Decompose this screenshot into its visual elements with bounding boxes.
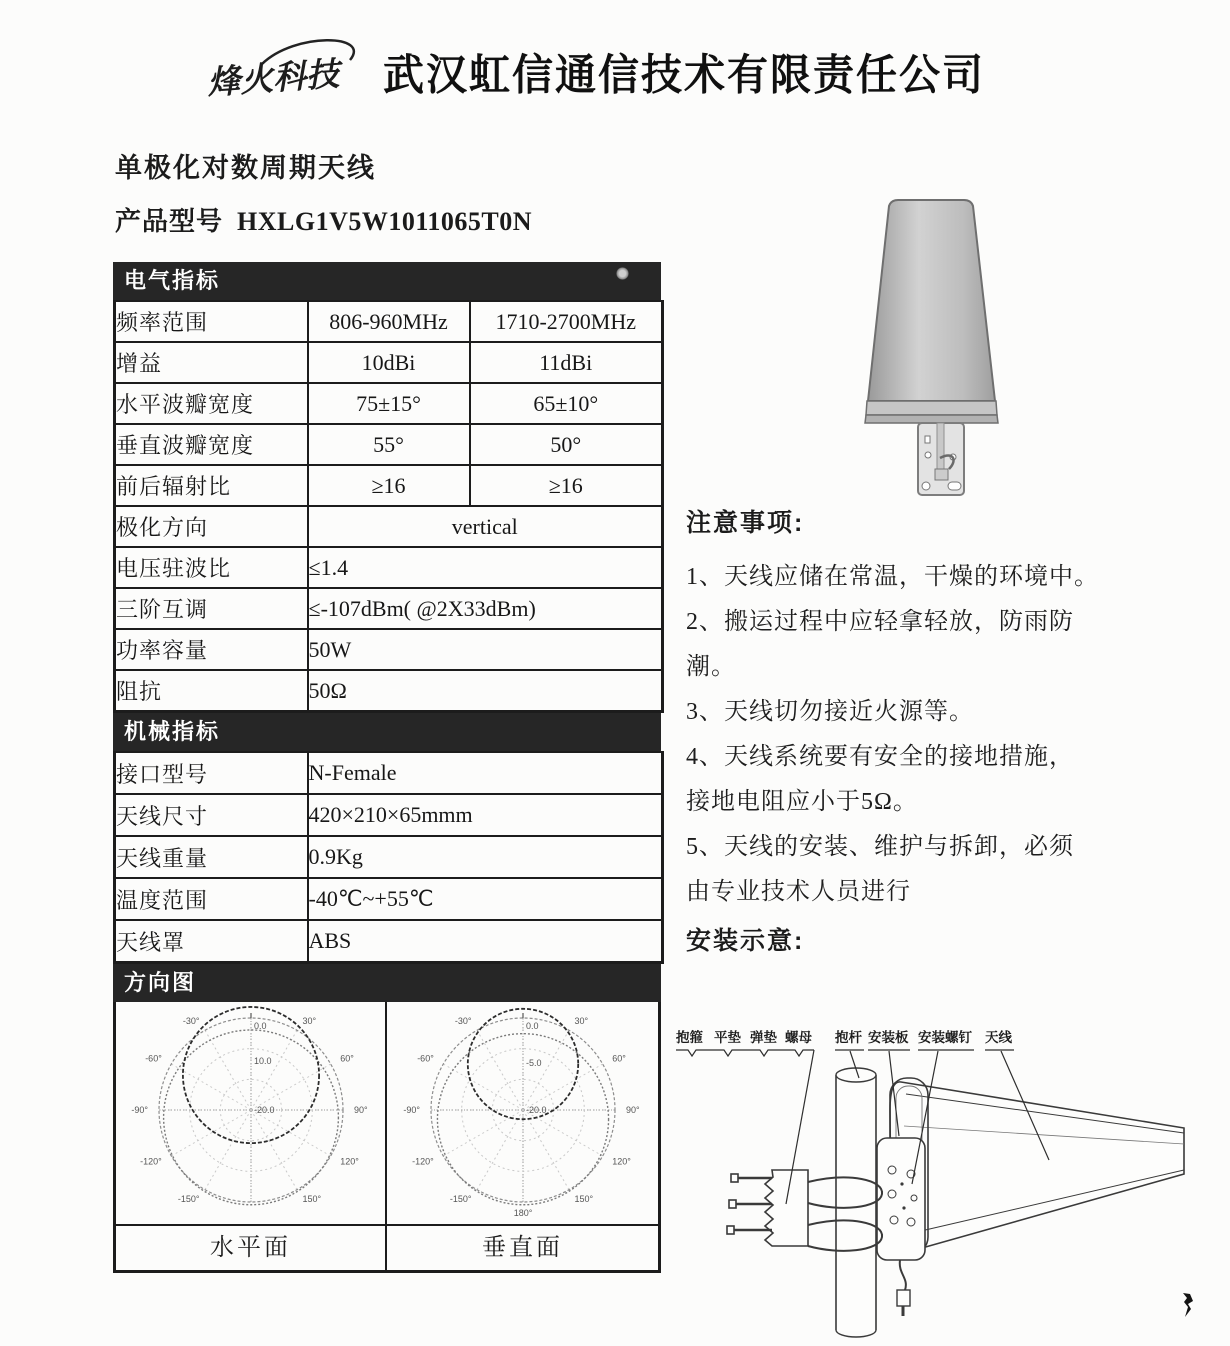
spec-label: 天线罩 [115, 920, 308, 963]
table-row [115, 629, 663, 670]
svg-text:30°: 30° [574, 1015, 588, 1026]
company-logo [200, 30, 390, 116]
svg-text:10.0: 10.0 [254, 1056, 272, 1066]
bracket-hole [922, 482, 930, 490]
section-title: 方向图 [124, 970, 197, 995]
spec-label: 三阶互调 [115, 588, 308, 629]
spec-value: ABS [308, 920, 663, 963]
svg-text:-20.0: -20.0 [254, 1104, 275, 1115]
scan-mark-artifact [1181, 1292, 1195, 1318]
product-title: 单极化对数周期天线 [115, 153, 376, 183]
spec-label: 电压驻波比 [115, 547, 308, 588]
svg-text:-120°: -120° [411, 1156, 434, 1167]
company-name: 武汉虹信通信技术有限责任公司 [383, 51, 985, 100]
note-line: 1、天线应储在常温，干燥的环境中。 [686, 564, 1099, 590]
section-header-pattern [113, 964, 661, 1002]
antenna-product-image [856, 196, 1006, 508]
table-row [115, 342, 663, 383]
note-line: 3、天线切勿接近火源等。 [686, 699, 974, 725]
svg-text:180°: 180° [513, 1208, 532, 1218]
note-line: 由专业技术人员进行 [686, 879, 911, 905]
diagram-labels [675, 1029, 1013, 1045]
spec-label: 天线尺寸 [115, 794, 308, 836]
diagram-label: 抱杆 [835, 1030, 862, 1045]
note-line: 潮。 [686, 654, 736, 680]
spec-value: 11dBi [470, 342, 663, 383]
antenna-base-lip [865, 415, 998, 423]
spec-value: 50° [470, 424, 663, 465]
logo-text: 烽火科技 [205, 54, 341, 101]
section-title: 电气指标 [124, 268, 221, 293]
bracket-hole [925, 452, 931, 458]
section-header-mechanical [113, 713, 661, 751]
spec-label: 水平波瓣宽度 [115, 383, 308, 424]
svg-text:0.0: 0.0 [254, 1021, 267, 1032]
spec-label: 前后辐射比 [115, 465, 308, 506]
table-row [115, 670, 663, 712]
diagram-label: 天线 [985, 1030, 1012, 1045]
svg-text:-90°: -90° [131, 1105, 148, 1115]
note-line: 2、搬运过程中应轻拿轻放，防雨防 [686, 609, 1074, 635]
svg-text:-60°: -60° [416, 1053, 434, 1064]
bracket-rod [937, 423, 944, 469]
table-row [115, 465, 663, 506]
spec-value: -40℃~+55℃ [308, 878, 663, 920]
spec-label: 天线重量 [115, 836, 308, 878]
bracket-slot [948, 482, 961, 490]
section-title: 机械指标 [124, 719, 221, 744]
plot-caption-vertical: 垂直面 [387, 1224, 658, 1270]
model-label: 产品型号 [115, 206, 224, 236]
svg-text:30°: 30° [302, 1015, 317, 1026]
polar-plot-horizontal [116, 1002, 387, 1224]
spec-label: 接口型号 [115, 752, 308, 794]
svg-text:60°: 60° [340, 1053, 354, 1064]
table-row [115, 794, 663, 836]
spec-value: ≥16 [308, 465, 470, 506]
note-line: 5、天线的安装、维护与拆卸，必须 [686, 834, 1074, 860]
table-row [115, 383, 663, 424]
diagram-label: 平垫 [714, 1030, 741, 1045]
svg-text:-30°: -30° [182, 1015, 200, 1026]
svg-text:60°: 60° [611, 1053, 626, 1064]
spec-label: 增益 [115, 342, 308, 383]
svg-text:-20.0: -20.0 [525, 1104, 547, 1115]
spec-value: 420×210×65mmm [308, 794, 663, 836]
spec-value: 65±10° [470, 383, 663, 424]
spec-value: 10dBi [308, 342, 470, 383]
spec-label: 频率范围 [115, 301, 308, 342]
spec-label: 阻抗 [115, 670, 308, 712]
table-row [115, 920, 663, 963]
svg-text:-120°: -120° [140, 1156, 162, 1167]
spec-label: 垂直波瓣宽度 [115, 424, 308, 465]
svg-text:90°: 90° [354, 1105, 368, 1115]
radiation-pattern-table [113, 1002, 661, 1273]
svg-text:-150°: -150° [177, 1194, 200, 1205]
table-row [115, 506, 663, 547]
svg-text:90°: 90° [625, 1105, 640, 1115]
table-row [115, 836, 663, 878]
spec-value: ≤1.4 [308, 547, 663, 588]
diagram-label: 安装板 [868, 1030, 909, 1045]
diagram-label: 抱箍 [676, 1030, 703, 1045]
spec-value: 0.9Kg [308, 836, 663, 878]
svg-text:-5.0: -5.0 [525, 1057, 542, 1068]
diagram-label: 弹垫 [750, 1030, 777, 1045]
spec-tables [113, 262, 661, 1273]
diagram-feed-cable [897, 1260, 910, 1316]
spec-value: 806-960MHz [308, 301, 470, 342]
diagram-pole [836, 1068, 876, 1337]
table-row [115, 301, 663, 342]
svg-text:0.0: 0.0 [525, 1021, 539, 1032]
table-row [115, 588, 663, 629]
install-title: 安装示意: [686, 927, 805, 955]
bracket-hole [925, 436, 930, 443]
model-value: HXLG1V5W1011065T0N [237, 207, 533, 236]
polar-plot-vertical [387, 1002, 658, 1224]
spec-value: ≥16 [470, 465, 663, 506]
spec-label: 温度范围 [115, 878, 308, 920]
mechanical-spec-table [113, 751, 664, 964]
spec-label: 功率容量 [115, 629, 308, 670]
note-line: 接地电阻应小于5Ω。 [686, 789, 918, 815]
scan-dot-artifact [616, 267, 629, 280]
svg-text:120°: 120° [611, 1156, 631, 1167]
spec-value: vertical [308, 506, 663, 547]
diagram-label: 安装螺钉 [918, 1030, 972, 1045]
electrical-spec-table [113, 300, 664, 713]
spec-value: 50W [308, 629, 663, 670]
spec-value: 75±15° [308, 383, 470, 424]
svg-text:150°: 150° [574, 1194, 593, 1205]
table-row [115, 752, 663, 794]
product-model-line [115, 201, 532, 238]
spec-value: 50Ω [308, 670, 663, 712]
diagram-antenna [890, 1078, 1184, 1254]
plot-caption-horizontal: 水平面 [116, 1224, 387, 1270]
svg-text:150°: 150° [302, 1194, 322, 1205]
bracket-connector [935, 469, 948, 480]
table-row [115, 878, 663, 920]
table-row [115, 547, 663, 588]
svg-text:-60°: -60° [145, 1053, 162, 1064]
antenna-base-band [866, 401, 997, 415]
installation-diagram [668, 1022, 1230, 1346]
spec-label: 极化方向 [115, 506, 308, 547]
spec-value: 1710-2700MHz [470, 301, 663, 342]
svg-text:-30°: -30° [454, 1015, 471, 1026]
notes-section [686, 503, 1230, 957]
spec-value: 55° [308, 424, 470, 465]
section-header-electrical [113, 262, 661, 300]
svg-text:-90°: -90° [402, 1105, 420, 1115]
svg-text:120°: 120° [340, 1156, 359, 1167]
spec-value: ≤-107dBm( @2X33dBm) [308, 588, 663, 629]
spec-value: N-Female [308, 752, 663, 794]
table-row [115, 424, 663, 465]
svg-text:-150°: -150° [449, 1194, 471, 1205]
antenna-radome [868, 200, 995, 401]
notes-title: 注意事项: [686, 509, 805, 537]
diagram-label: 螺母 [785, 1030, 812, 1045]
note-line: 4、天线系统要有安全的接地措施， [686, 744, 1074, 770]
